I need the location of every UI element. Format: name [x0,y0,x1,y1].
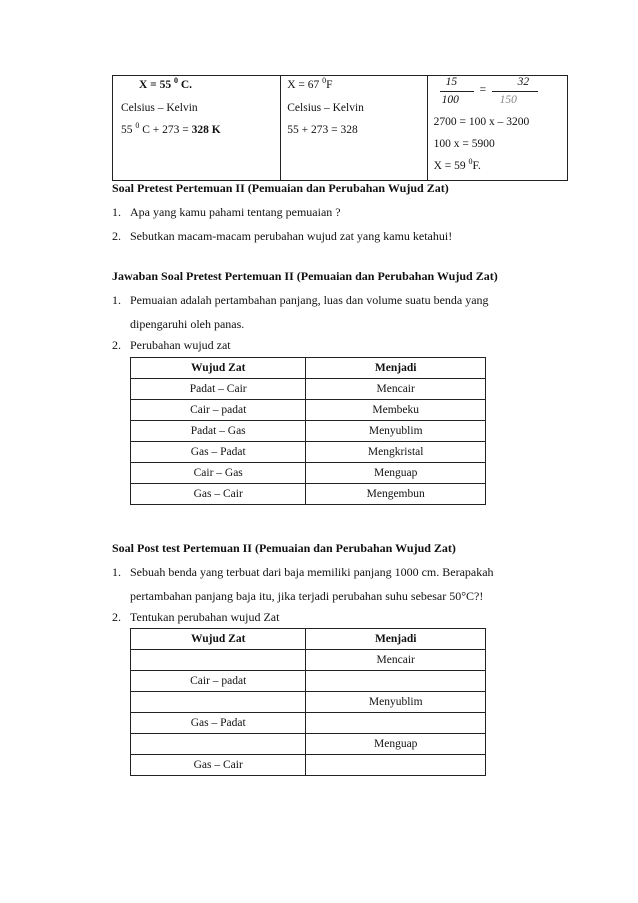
posttest-title: Soal Post test Pertemuan II (Pemuaian dan Perubahan Wujud Zat) [112,541,456,555]
calc-c2-line3: 55 + 273 = 328 [287,124,358,136]
calc-c2-line1: X = 67 $^0$F [287,76,333,91]
cell-menjadi: Menguap [306,734,486,755]
cell-wujud: Cair – padat [131,400,306,421]
cell-wujud: Gas – Padat [131,713,306,734]
table-row [131,755,486,776]
answer-item-2: 2. Perubahan wujud zat [112,338,231,352]
table-header-row [131,629,486,650]
cell-menjadi [306,671,486,692]
table-header-row [131,358,486,379]
answer-item-1-line1: 1. Pemuaian adalah pertambahan panjang, luas dan volume suatu benda yang [112,293,489,307]
calc-cell-celsius [113,76,281,181]
calc-c3-line3: 100 x = 5900 [433,138,495,150]
pretest-item-1: 1. Apa yang kamu pahami tentang pemuaian ? [112,205,341,219]
cell-menjadi: Menyublim [306,421,486,442]
cell-wujud [131,734,306,755]
fraction-right-denominator: 150 [499,94,517,106]
header-menjadi: Menjadi [306,629,486,650]
posttest-state-change-table [130,628,486,776]
table-row [131,484,486,505]
calc-c1-line1: X = 55 $^0$ C. [139,76,193,91]
calc-cell-fahrenheit [281,76,427,181]
header-wujud-zat: Wujud Zat [131,629,306,650]
cell-menjadi: Menyublim [306,692,486,713]
calc-c1-line3: 55 $^0$ C + 273 = 328 K [121,121,221,136]
answers-title: Jawaban Soal Pretest Pertemuan II (Pemuaian dan Perubahan Wujud Zat) [112,269,498,283]
cell-wujud: Cair – padat [131,671,306,692]
posttest-item-1-line1: 1. Sebuah benda yang terbuat dari baja memiliki panjang 1000 cm. Berapakah [112,565,494,579]
cell-menjadi [306,755,486,776]
table-row [131,671,486,692]
calc-c3-line2: 2700 = 100 x – 3200 [433,116,530,128]
table-row [131,650,486,671]
equals-sign: = [479,84,487,96]
fraction-left-numerator: 15 [445,76,458,88]
cell-wujud: Padat – Gas [131,421,306,442]
table-row [131,692,486,713]
cell-wujud [131,692,306,713]
cell-wujud: Gas – Padat [131,442,306,463]
cell-menjadi: Mengkristal [306,442,486,463]
posttest-item-1-line2: pertambahan panjang baja itu, jika terjadi perubahan suhu sebesar 50°C?! [130,589,484,603]
pretest-item-2: 2. Sebutkan macam-macam perubahan wujud zat yang kamu ketahui! [112,229,453,243]
fraction-right-bar [492,91,538,92]
pretest-title: Soal Pretest Pertemuan II (Pemuaian dan Perubahan Wujud Zat) [112,181,449,195]
cell-menjadi: Mencair [306,650,486,671]
cell-wujud [131,650,306,671]
table-row [131,713,486,734]
calculation-table [112,75,568,181]
table-row [131,442,486,463]
table-row [131,400,486,421]
cell-wujud: Cair – Gas [131,463,306,484]
calc-c2-line2: Celsius – Kelvin [287,102,364,114]
fraction-left-denominator: 100 [441,94,459,106]
table-row [131,379,486,400]
answer-item-1-line2: dipengaruhi oleh panas. [130,317,245,331]
cell-menjadi [306,713,486,734]
calc-cell-equation [427,76,567,181]
header-menjadi: Menjadi [306,358,486,379]
calc-c1-line2: Celsius – Kelvin [121,102,198,114]
calc-c3-line4: X = 59 $^0$F. [433,157,481,172]
table-row [131,463,486,484]
fraction-right-numerator: 32 [517,76,530,88]
header-wujud-zat: Wujud Zat [131,358,306,379]
posttest-item-2: 2. Tentukan perubahan wujud Zat [112,610,280,624]
cell-menjadi: Membeku [306,400,486,421]
answer-state-change-table [130,357,486,505]
table-row [131,734,486,755]
fraction-left-bar [440,91,474,92]
cell-wujud: Gas – Cair [131,755,306,776]
cell-menjadi: Mengembun [306,484,486,505]
cell-wujud: Padat – Cair [131,379,306,400]
cell-menjadi: Mencair [306,379,486,400]
table-row [131,421,486,442]
cell-wujud: Gas – Cair [131,484,306,505]
cell-menjadi: Menguap [306,463,486,484]
